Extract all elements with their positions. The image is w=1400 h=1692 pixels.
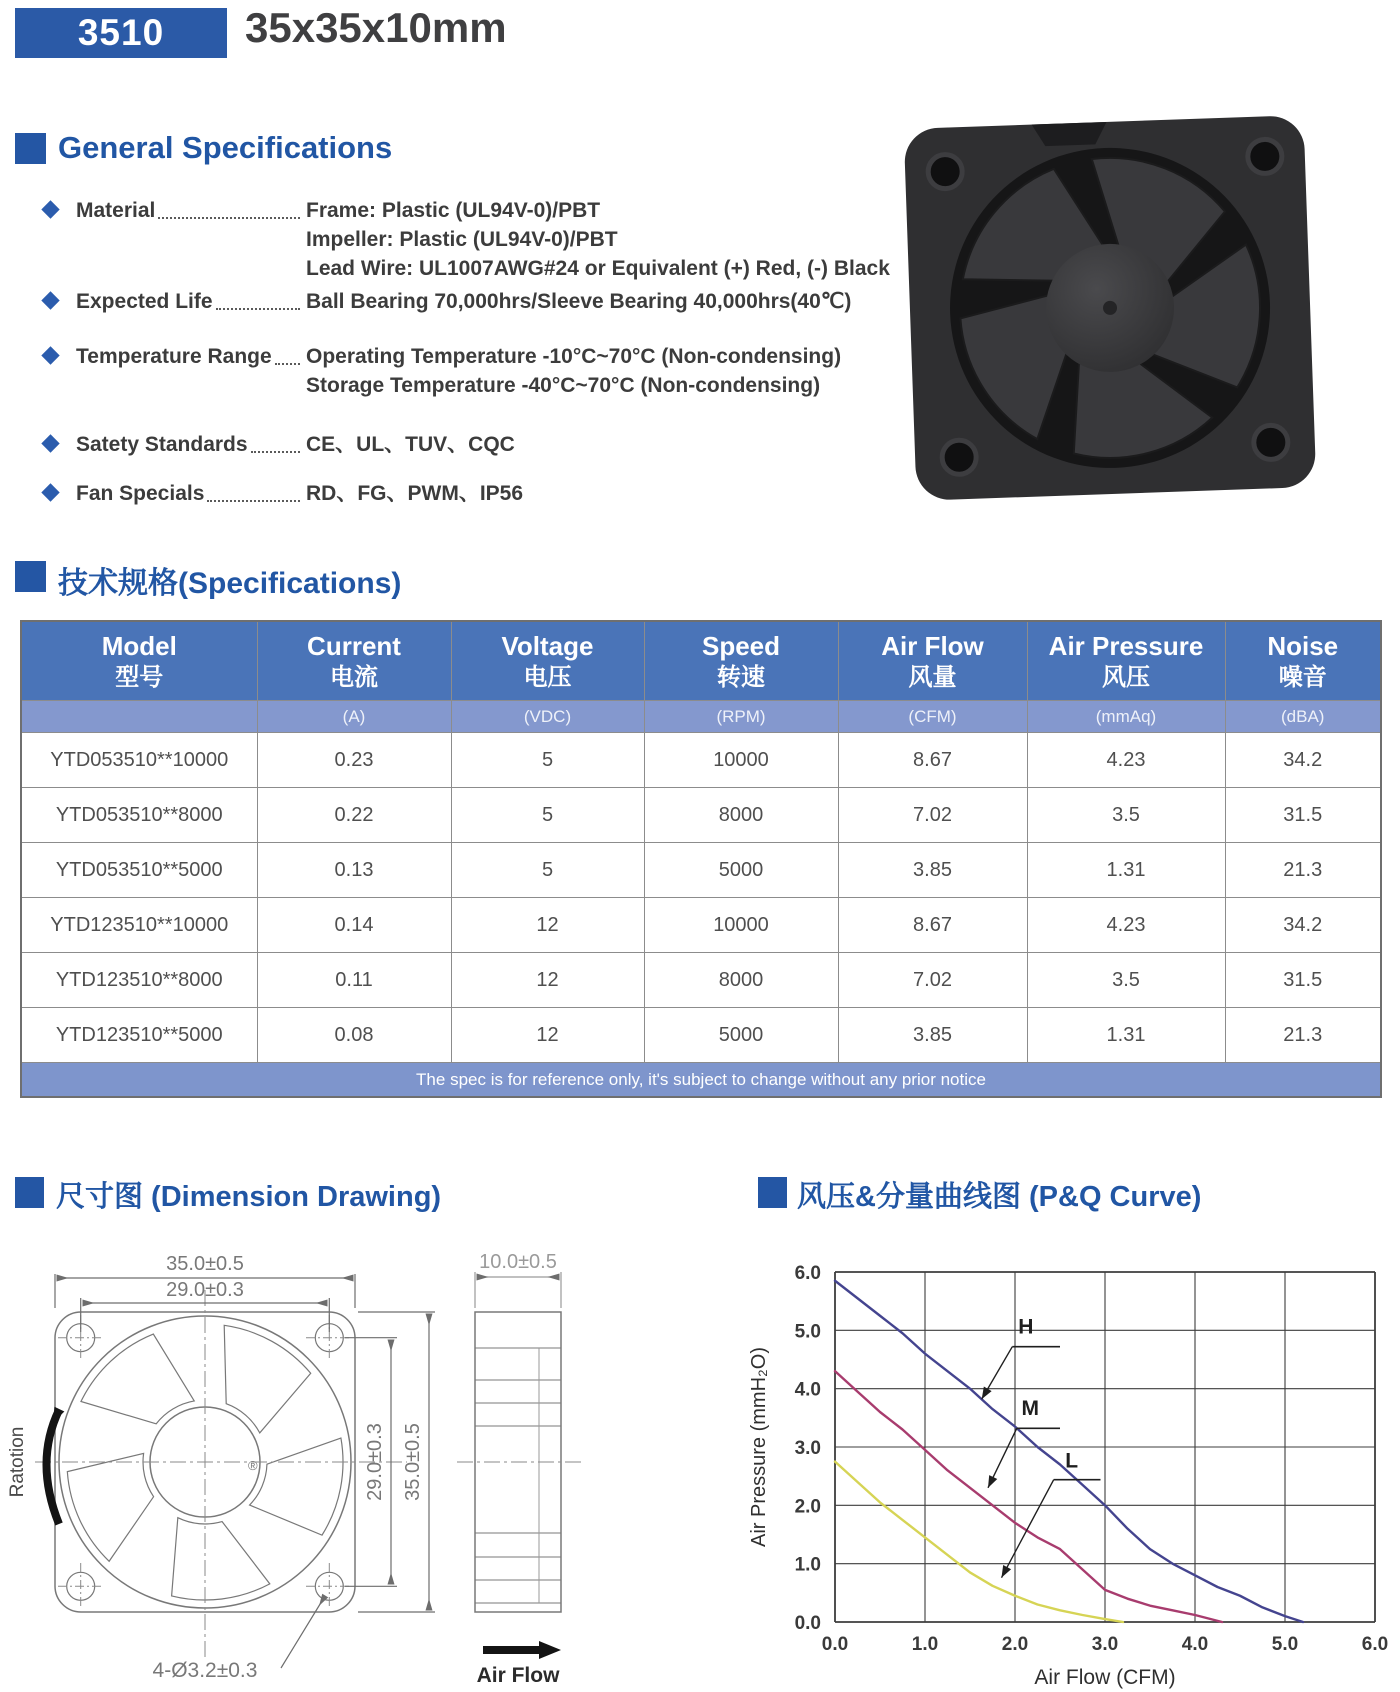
spec-label: Temperature Range [76, 345, 272, 368]
table-cell: 8.67 [838, 898, 1027, 953]
y-tick-label: 2.0 [794, 1496, 821, 1518]
col-header-en: Air Flow [881, 631, 984, 661]
table-cell: 12 [451, 953, 644, 1008]
spec-item [40, 287, 890, 316]
curve-label-H: H [1018, 1315, 1034, 1339]
table-cell: 7.02 [838, 953, 1027, 1008]
table-cell: 3.5 [1027, 953, 1225, 1008]
table-cell: 0.14 [257, 898, 451, 953]
col-header-en: Current [307, 631, 401, 661]
table-cell: YTD123510**8000 [21, 953, 257, 1008]
y-tick-label: 3.0 [794, 1438, 821, 1459]
col-header [1027, 621, 1225, 701]
dot-leader [251, 433, 300, 453]
unit-cell: (A) [257, 701, 451, 733]
blade-outline [67, 1453, 153, 1561]
section-marker-icon [758, 1177, 787, 1208]
dimension-title: 尺寸图 (Dimension Drawing) [56, 1181, 442, 1213]
size-label: 35x35x10mm [245, 4, 507, 51]
dot-leader [207, 482, 300, 502]
x-tick-label: 1.0 [911, 1634, 939, 1655]
centerlines [35, 1290, 407, 1660]
section-marker-icon [15, 561, 46, 592]
footnote-row [21, 1063, 1381, 1098]
table-cell: YTD123510**5000 [21, 1008, 257, 1063]
diamond-bullet-icon [41, 291, 59, 309]
table-row [21, 843, 1381, 898]
rotation-arrow-icon [47, 1410, 60, 1524]
col-header-zh: 风压 [1102, 664, 1150, 691]
curve-label-L: L [1065, 1449, 1079, 1473]
fan-product-photo [888, 112, 1328, 502]
spec-value-line: Frame: Plastic (UL94V-0)/PBT [306, 199, 601, 222]
x-axis-title: Air Flow (CFM) [1034, 1666, 1176, 1689]
x-tick-label: 6.0 [1361, 1634, 1389, 1655]
general-specs-title: General Specifications [58, 130, 393, 165]
spec-item [40, 430, 890, 459]
table-cell: 0.08 [257, 1008, 451, 1063]
table-row [21, 1008, 1381, 1063]
col-header-en: Model [101, 631, 177, 661]
spec-value-line: Ball Bearing 70,000hrs/Sleeve Bearing 40,000hrs(40℃) [306, 290, 852, 313]
table-cell: 34.2 [1225, 898, 1381, 953]
airflow-arrow-icon [483, 1641, 561, 1659]
unit-cell [21, 701, 257, 733]
leader-arrowhead-icon [988, 1475, 997, 1488]
col-header-zh: 电流 [330, 664, 378, 691]
x-tick-label: 0.0 [821, 1634, 849, 1655]
leader-arrowhead-icon [1002, 1565, 1012, 1578]
spec-label: Material [76, 199, 156, 222]
dim-hole-pitch-h: 29.0±0.3 [166, 1279, 244, 1301]
spec-label: Satety Standards [76, 433, 248, 456]
table-cell: YTD053510**5000 [21, 843, 257, 898]
x-tick-label: 3.0 [1091, 1634, 1119, 1655]
y-tick-label: 4.0 [794, 1379, 821, 1401]
curve-label-M: M [1021, 1396, 1040, 1420]
spec-value-line: Operating Temperature -10°C~70°C (Non-condensing) [306, 345, 842, 368]
fan-frame [904, 115, 1317, 501]
spec-label: Fan Specials [76, 482, 205, 505]
col-header [1225, 621, 1381, 701]
registered-mark: ® [248, 1458, 258, 1473]
table-cell: 34.2 [1225, 733, 1381, 788]
diamond-bullet-icon [41, 483, 59, 501]
col-header-en: Voltage [501, 631, 594, 661]
dim-hole-pitch-v: 29.0±0.3 [364, 1423, 386, 1501]
col-header-en: Air Pressure [1048, 631, 1204, 661]
blade-outline [172, 1518, 270, 1600]
table-cell: 7.02 [838, 788, 1027, 843]
x-tick-label: 2.0 [1001, 1634, 1029, 1655]
col-header [451, 621, 644, 701]
general-spec-list [40, 196, 890, 508]
table-cell: 3.85 [838, 843, 1027, 898]
table-cell: 12 [451, 1008, 644, 1063]
table-row [21, 898, 1381, 953]
table-cell: 8000 [644, 953, 838, 1008]
x-tick-label: 5.0 [1271, 1634, 1299, 1655]
diamond-bullet-icon [41, 434, 59, 452]
table-row [21, 953, 1381, 1008]
spec-value-line: Storage Temperature -40°C~70°C (Non-condensing) [306, 374, 821, 397]
y-tick-label: 0.0 [794, 1613, 821, 1634]
y-tick-label: 5.0 [794, 1321, 821, 1343]
unit-cell: (CFM) [838, 701, 1027, 733]
table-cell: 21.3 [1225, 843, 1381, 898]
side-view [457, 1272, 583, 1612]
table-cell: 10000 [644, 733, 838, 788]
pq-chart [735, 1232, 1395, 1692]
table-cell: 8000 [644, 788, 838, 843]
spec-value-line: CE、UL、TUV、CQC [306, 433, 515, 456]
diamond-bullet-icon [41, 200, 59, 218]
front-view [35, 1290, 407, 1660]
table-cell: 12 [451, 898, 644, 953]
units-row [21, 701, 1381, 733]
spec-label: Expected Life [76, 290, 213, 313]
table-row [21, 733, 1381, 788]
col-header-zh: 型号 [115, 664, 164, 691]
table-cell: 8.67 [838, 733, 1027, 788]
table-cell: 3.85 [838, 1008, 1027, 1063]
dimension-drawing [5, 1232, 705, 1686]
table-cell: 4.23 [1027, 898, 1225, 953]
unit-cell: (dBA) [1225, 701, 1381, 733]
col-header-zh: 转速 [717, 664, 765, 691]
y-axis-title: Air Pressure (mmH₂O) [748, 1347, 770, 1547]
table-cell: 3.5 [1027, 788, 1225, 843]
footnote: The spec is for reference only, it's subject to change without any prior notice [21, 1063, 1381, 1098]
table-cell: 21.3 [1225, 1008, 1381, 1063]
model-badge [15, 8, 227, 58]
table-cell: 5 [451, 733, 644, 788]
unit-cell: (mmAq) [1027, 701, 1225, 733]
col-header [257, 621, 451, 701]
holes-note: 4-Ø3.2±0.3 [152, 1659, 258, 1682]
x-tick-label: 4.0 [1181, 1634, 1209, 1655]
col-header-en: Speed [701, 631, 781, 661]
dim-width-outer: 35.0±0.5 [166, 1253, 244, 1275]
table-cell: 5 [451, 843, 644, 898]
section-marker-icon [15, 1177, 44, 1208]
table-cell: 1.31 [1027, 843, 1225, 898]
col-header [21, 621, 257, 701]
spec-value-line: Lead Wire: UL1007AWG#24 or Equivalent (+) Red, (-) Black [306, 257, 890, 280]
dot-leader [275, 345, 300, 365]
table-header-row [21, 621, 1381, 701]
table-cell: 31.5 [1225, 953, 1381, 1008]
pq-curve-title: 风压&分量曲线图 (P&Q Curve) [797, 1181, 1202, 1213]
col-header-zh: 风量 [908, 664, 957, 691]
chart-grid [835, 1272, 1375, 1622]
spec-item [40, 342, 890, 400]
dot-leader [158, 199, 300, 219]
y-tick-label: 6.0 [794, 1263, 821, 1284]
col-header-zh: 电压 [523, 664, 572, 691]
chart-labels [748, 1263, 1388, 1689]
unit-cell: (RPM) [644, 701, 838, 733]
table-cell: 0.13 [257, 843, 451, 898]
table-cell: 31.5 [1225, 788, 1381, 843]
table-row [21, 788, 1381, 843]
rotation-label: Ratotion [7, 1426, 28, 1498]
table-cell: 0.22 [257, 788, 451, 843]
spec-item [40, 196, 890, 283]
spec-table-title: 技术规格(Specifications) [58, 567, 402, 600]
col-header-zh: 噪音 [1278, 664, 1327, 691]
diamond-bullet-icon [41, 346, 59, 364]
table-cell: 5 [451, 788, 644, 843]
model-code: 3510 [77, 12, 165, 53]
table-cell: 5000 [644, 843, 838, 898]
dim-height-outer: 35.0±0.5 [402, 1423, 424, 1501]
table-cell: YTD123510**10000 [21, 898, 257, 953]
holes-leader [281, 1596, 325, 1668]
spec-value-line: RD、FG、PWM、IP56 [306, 482, 524, 505]
table-cell: 4.23 [1027, 733, 1225, 788]
table-cell: 0.11 [257, 953, 451, 1008]
table-cell: YTD053510**8000 [21, 788, 257, 843]
airflow-label: Air Flow [476, 1664, 560, 1686]
table-cell: 0.23 [257, 733, 451, 788]
blade-outline [250, 1438, 343, 1535]
dim-thickness: 10.0±0.5 [479, 1251, 557, 1273]
blade-outline [81, 1334, 194, 1424]
y-tick-label: 1.0 [794, 1554, 821, 1576]
spec-item [40, 479, 890, 508]
curve-L [835, 1462, 1123, 1622]
label-leader [1002, 1480, 1054, 1578]
col-header [838, 621, 1027, 701]
table-cell: 5000 [644, 1008, 838, 1063]
table-cell: YTD053510**10000 [21, 733, 257, 788]
col-header-en: Noise [1267, 631, 1339, 661]
spec-table [20, 620, 1382, 1098]
section-marker-icon [15, 133, 46, 164]
unit-cell: (VDC) [451, 701, 644, 733]
table-cell: 1.31 [1027, 1008, 1225, 1063]
spec-value-line: Impeller: Plastic (UL94V-0)/PBT [306, 228, 618, 251]
table-cell: 10000 [644, 898, 838, 953]
dot-leader [216, 290, 300, 310]
col-header [644, 621, 838, 701]
